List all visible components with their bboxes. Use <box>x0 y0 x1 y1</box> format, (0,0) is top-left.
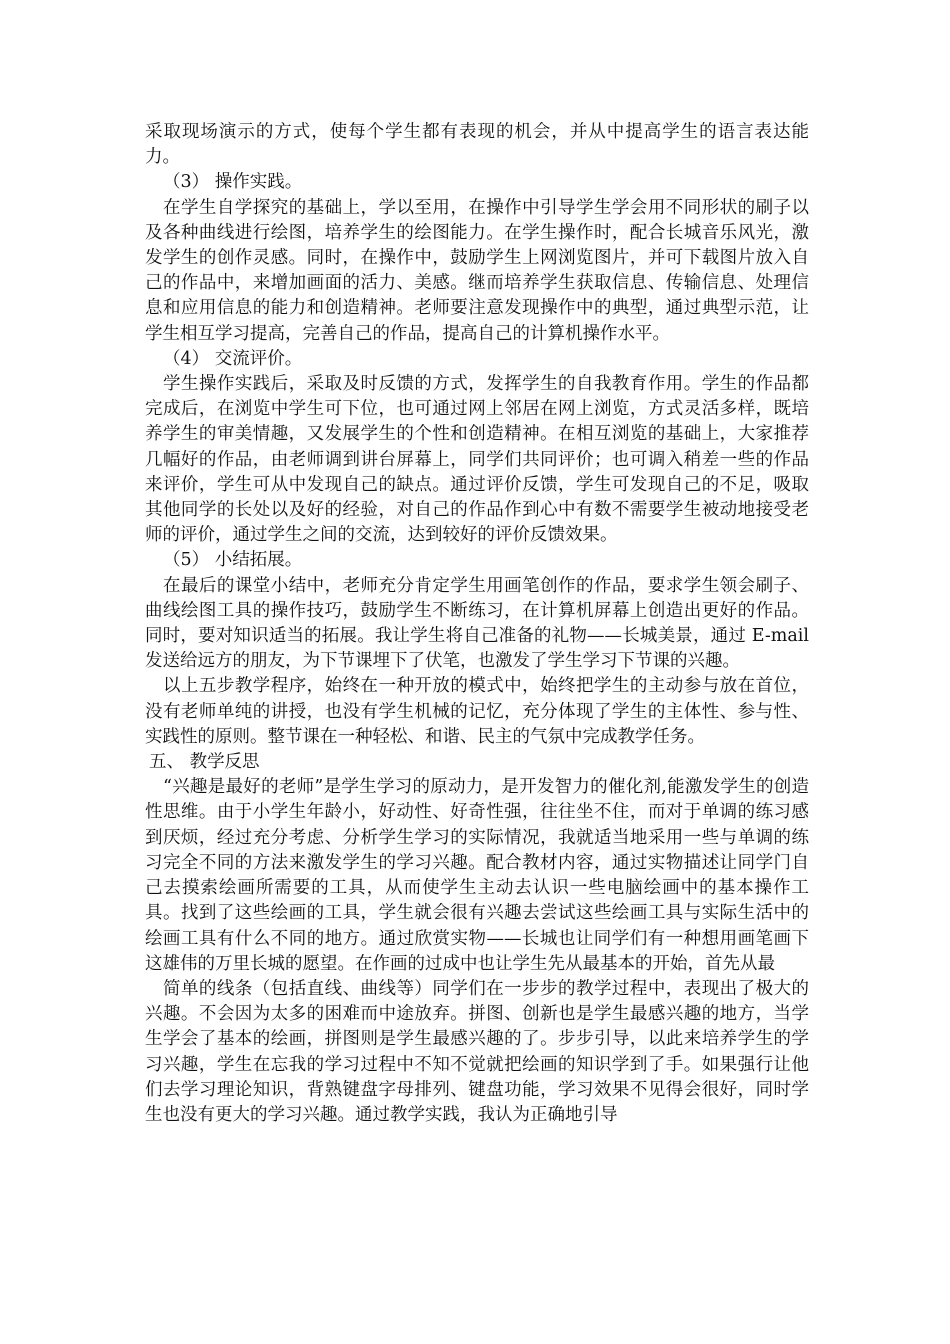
heading-summary: （5） 小结拓展。 <box>163 550 303 571</box>
paragraph-presentation: 采取现场演示的方式，使每个学生都有表现的机会，并从中提高学生的语言表达能力。 <box>145 122 809 168</box>
document-page <box>145 120 809 1128</box>
paragraph-five-steps: 以上五步教学程序，始终在一种开放的模式中，始终把学生的主动参与放在首位，没有老师单纯的讲授，也没有学生机械的记忆，充分体现了学生的主体性、参与性、实践性的原则。整节课在一种轻松、和谐、民主的气氛中完成教学任务。 <box>145 676 809 747</box>
paragraph-evaluation: 学生操作实践后，采取及时反馈的方式，发挥学生的自我教育作用。学生的作品都完成后，在浏览中学生可下位，也可通过网上邻居在网上浏览，方式灵活多样，既培养学生的审美情趣，又发展学生的个性和创造精神。在相互浏览的基础上，大家推荐几幅好的作品，由老师调到讲台屏幕上，同学们共同评价；也可调入稍差一些的作品来评价，学生可从中发现自己的缺点。通过评价反馈，学生可发现自己的不足，吸取其他同学的长处以及好的经验，对自己的作品作到心中有数不需要学生被动地接受老师的评价，通过学生之间的交流，达到较好的评价反馈效果。 <box>145 374 809 546</box>
paragraph-summary: 在最后的课堂小结中，老师充分肯定学生用画笔创作的作品，要求学生领会刷子、曲线绘图工具的操作技巧，鼓励学生不断练习，在计算机屏幕上创造出更好的作品。同时，要对知识适当的拓展。我让学生将自己准备的礼物——长城美景，通过 E-mail 发送给远方的朋友，为下节课埋下了伏笔，也激发了学生学习下节课的兴趣。 <box>145 575 809 672</box>
heading-practice: （3） 操作实践。 <box>163 172 303 193</box>
paragraph-reflection-lines: 简单的线条（包括直线、曲线等）同学们在一步步的教学过程中，表现出了极大的兴趣。不会因为太多的困难而中途放弃。拼图、创新也是学生最感兴趣的地方，当学生学会了基本的绘画，拼图则是学生最感兴趣的了。步步引导，以此来培养学生的学习兴趣，学生在忘我的学习过程中不知不觉就把绘画的知识学到了手。如果强行让他们去学习理论知识，背熟键盘字母排列、键盘功能，学习效果不见得会很好，同时学生也没有更大的学习兴趣。通过教学实践，我认为正确地引导 <box>145 978 809 1125</box>
heading-reflection: 五、 教学反思 <box>149 752 260 773</box>
paragraph-reflection-interest: “兴趣是最好的老师”是学生学习的原动力，是开发智力的催化剂,能激发学生的创造性思维。由于小学生年龄小，好动性、好奇性强，往往坐不住，而对于单调的练习感到厌烦，经过充分考虑、分析学生学习的实际情况，我就适当地采用一些与单调的练习完全不同的方法来激发学生的学习兴趣。配合教材内容，通过实物描述让同学门自己去摸索绘画所需要的工具，从而使学生主动去认识一些电脑绘画中的基本操作工具。找到了这些绘画的工具，学生就会很有兴趣去尝试这些绘画工具与实际生活中的绘画工具有什么不同的地方。通过欣赏实物——长城也让同学们有一种想用画笔画下这雄伟的万里长城的愿望。在作画的过成中也让学生先从最基本的开始，首先从最 <box>145 777 809 974</box>
paragraph-practice: 在学生自学探究的基础上，学以至用，在操作中引导学生学会用不同形状的刷子以及各种曲线进行绘图，培养学生的绘图能力。在学生操作时，配合长城音乐风光，激发学生的创作灵感。同时，在操作中，鼓励学生上网浏览图片，并可下载图片放入自己的作品中，来增加画面的活力、美感。继而培养学生获取信息、传输信息、处理信息和应用信息的能力和创造精神。老师要注意发现操作中的典型，通过典型示范，让学生相互学习提高，完善自己的作品，提高自己的计算机操作水平。 <box>145 197 809 344</box>
heading-evaluation: （4） 交流评价。 <box>163 348 303 369</box>
